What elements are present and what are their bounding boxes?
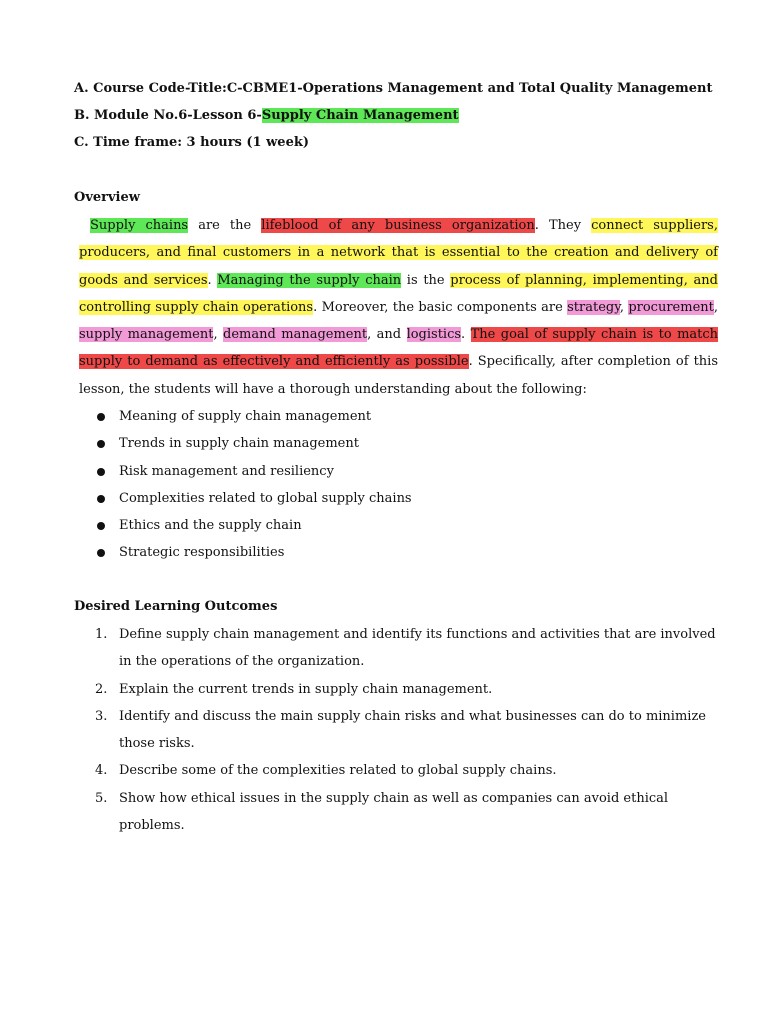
highlighted-phrase: connect suppliers, producers, and final customers in a network that is essential to the creation and delivery of goods and services <box>79 218 718 288</box>
bullet-item <box>78 458 718 485</box>
outcomes-list <box>78 621 718 839</box>
paragraph-text: . They <box>534 218 592 233</box>
outcome-number: 5. <box>95 790 108 806</box>
outcome-text: Show how ethical issues in the supply chain as well as companies can avoid ethical problems. <box>119 790 669 834</box>
module-prefix: B. Module No.6-Lesson 6- <box>74 108 262 123</box>
bullet-dot-icon <box>97 413 105 421</box>
outcome-item <box>78 703 718 758</box>
module-title-highlight: Supply Chain Management <box>261 108 459 123</box>
outcome-text: Describe some of the complexities related to global supply chains. <box>119 763 557 779</box>
highlighted-phrase: The goal of supply chain is to match supply to demand as effectively and efficiently as possible <box>79 327 719 370</box>
paragraph-text: , and <box>367 327 407 343</box>
bullet-text: Risk management and resiliency <box>119 463 334 479</box>
paragraph-text: are the <box>188 218 262 233</box>
course-code-line: A. Course Code-Title:C-CBME1-Operations Management and Total Quality Management <box>74 81 713 96</box>
bullet-text: Trends in supply chain management <box>119 436 359 452</box>
highlighted-phrase: Managing the supply chain <box>217 272 402 288</box>
overview-heading: Overview <box>74 190 140 205</box>
bullet-item <box>78 512 718 539</box>
highlighted-phrase: logistics <box>406 327 462 343</box>
bullet-dot-icon <box>97 440 105 448</box>
outcome-text: Define supply chain management and identify its functions and activities that are involved in the operations of the organization. <box>119 627 716 670</box>
bullet-item <box>78 485 718 512</box>
highlighted-phrase: process of planning, implementing, and controlling supply chain operations <box>79 272 718 315</box>
paragraph-text: , <box>213 327 224 343</box>
bullet-dot-icon <box>97 468 105 476</box>
outcome-number: 1. <box>95 627 108 642</box>
outcome-item <box>78 785 718 840</box>
overview-bullet-list <box>78 403 718 567</box>
paragraph-text: . <box>461 327 471 343</box>
module-line <box>74 107 459 125</box>
outcome-text: Explain the current trends in supply chain management. <box>119 681 493 697</box>
outcome-number: 3. <box>95 708 108 724</box>
highlighted-phrase: supply management <box>79 327 214 343</box>
bullet-text: Ethics and the supply chain <box>119 518 302 534</box>
outcome-number: 4. <box>95 763 108 779</box>
bullet-dot-icon <box>97 522 105 530</box>
bullet-item <box>78 539 718 566</box>
paragraph-text: , <box>713 299 718 315</box>
highlighted-phrase: procurement <box>628 299 714 315</box>
paragraph-text: . <box>207 272 218 288</box>
outcome-item <box>78 676 718 703</box>
time-frame-line: C. Time frame: 3 hours (1 week) <box>74 135 310 150</box>
outcome-number: 2. <box>95 681 108 697</box>
paragraph-text: . Moreover, the basic components are <box>313 299 568 315</box>
highlighted-phrase: demand management <box>223 327 368 343</box>
outcome-item <box>78 757 718 784</box>
bullet-text: Complexities related to global supply chains <box>119 490 412 506</box>
paragraph-text: . Specifically, after completion of this lesson, the students will have a thorough understanding about the following: <box>79 354 718 397</box>
bullet-item <box>78 403 718 430</box>
outcome-item <box>78 621 718 676</box>
highlighted-phrase: strategy <box>567 299 620 315</box>
overview-paragraph <box>79 212 718 403</box>
paragraph-text: is the <box>401 272 451 288</box>
bullet-item <box>78 430 718 457</box>
bullet-text: Strategic responsibilities <box>119 545 285 561</box>
outcomes-heading: Desired Learning Outcomes <box>74 599 278 614</box>
paragraph-text: , <box>619 299 629 315</box>
bullet-text: Meaning of supply chain management <box>119 409 372 424</box>
outcome-text: Identify and discuss the main supply chain risks and what businesses can do to minimize those risks. <box>119 708 706 752</box>
bullet-dot-icon <box>97 495 105 503</box>
highlighted-phrase: Supply chains <box>90 218 189 233</box>
bullet-dot-icon <box>97 549 105 557</box>
highlighted-phrase: lifeblood of any business organization <box>261 218 535 233</box>
